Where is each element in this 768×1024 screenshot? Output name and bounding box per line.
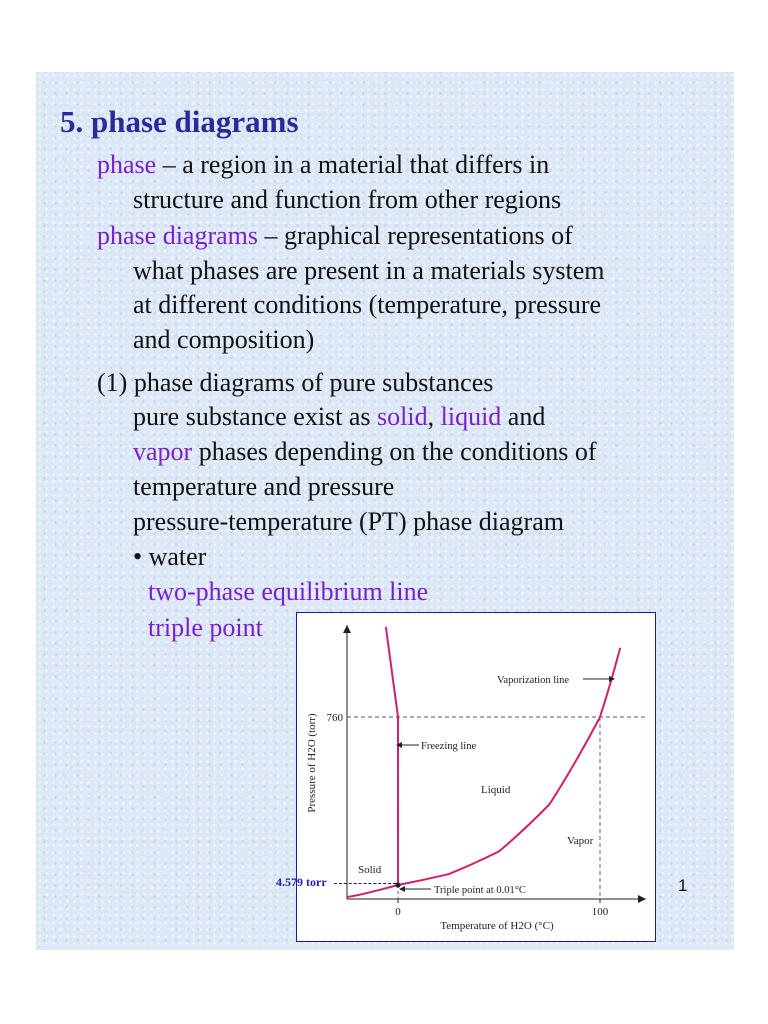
section-line2 (133, 437, 597, 467)
comma: , (427, 402, 441, 431)
term-liquid: liquid (440, 402, 502, 431)
and-text: and (501, 402, 546, 431)
term-phase-diagrams: phase diagrams (97, 221, 259, 250)
definition-phase-diagrams (97, 221, 573, 251)
definition-phase-diagrams-line3: at different conditions (temperature, pressure (133, 290, 602, 319)
bullet-water: • water (133, 542, 207, 571)
section-heading: (1) phase diagrams of pure substances (97, 368, 494, 397)
term-solid: solid (377, 402, 428, 431)
x-axis-label: Temperature of H2O (°C) (440, 920, 554, 932)
triple-point-label: triple point (148, 613, 263, 642)
definition-phase (97, 150, 549, 180)
section-line3: temperature and pressure (133, 472, 395, 501)
region-label-vapor: Vapor (567, 835, 594, 847)
triple-point-marker (395, 882, 400, 887)
triple-point-pressure-dash (334, 883, 396, 884)
section-line2-text: phases depending on the conditions of (192, 437, 597, 466)
phase-diagram-chart (297, 613, 655, 941)
section-line1 (133, 402, 545, 432)
region-label-liquid: Liquid (481, 784, 511, 796)
two-phase-equilibrium-line-label: two-phase equilibrium line (148, 577, 429, 606)
annotation-triple-arrowhead (399, 886, 405, 892)
region-label-solid: Solid (358, 864, 382, 876)
definition-phase-diagrams-line2: what phases are present in a materials system (133, 256, 605, 285)
triple-point-pressure-annotation: 4.579 torr (276, 875, 327, 889)
annotation-vaporization-line: Vaporization line (497, 675, 570, 686)
annotation-triple-point: Triple point at 0.01°C (434, 885, 526, 896)
section-line4: pressure-temperature (PT) phase diagram (133, 507, 564, 536)
x-tick-label-0: 0 (395, 906, 401, 918)
phase-diagram-figure (296, 612, 656, 942)
x-axis-arrow (638, 895, 646, 903)
definition-phase-line2: structure and function from other regions (133, 185, 562, 214)
x-tick-label-100: 100 (591, 906, 609, 918)
y-tick-label-760: 760 (326, 712, 343, 724)
section-line1-text: pure substance exist as (133, 402, 378, 431)
y-axis-label: Pressure of H2O (torr) (306, 713, 318, 813)
term-vapor: vapor (133, 437, 193, 466)
term-phase: phase (97, 150, 157, 179)
slide-title: 5. phase diagrams (60, 104, 299, 139)
y-axis-arrow (343, 625, 351, 633)
definition-phase-diagrams-line4: and composition) (133, 325, 315, 354)
definition-phase-diagrams-text: – graphical representations of (258, 221, 573, 250)
page-number: 1 (678, 876, 688, 895)
annotation-freezing-line: Freezing line (421, 741, 477, 752)
freezing-curve (386, 627, 398, 885)
sublimation-curve (347, 885, 398, 897)
definition-phase-text: – a region in a material that differs in (156, 150, 550, 179)
